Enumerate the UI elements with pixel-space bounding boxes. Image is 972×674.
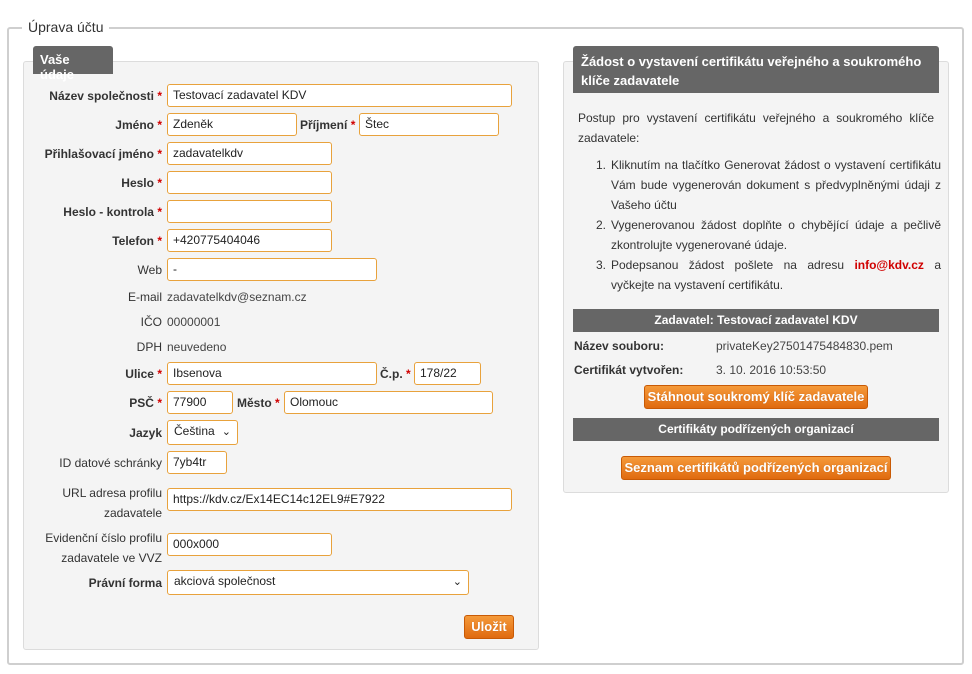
subordinate-bar: Certifikáty podřízených organizací <box>573 418 939 441</box>
password-label: Heslo * <box>121 176 162 190</box>
chevron-down-icon: ⌄ <box>221 426 231 438</box>
databox-input[interactable]: 7yb4tr <box>167 451 227 474</box>
zadavatel-bar: Zadavatel: Testovací zadavatel KDV <box>573 309 939 332</box>
certificate-title: Žádost o vystavení certifikátu veřejného a soukromého klíče zadavatele <box>573 46 939 93</box>
surname-label: Příjmení * <box>300 118 356 132</box>
language-select-value: Čeština <box>174 424 215 438</box>
cp-input[interactable]: 178/22 <box>414 362 481 385</box>
legal-form-select-value: akciová společnost <box>174 574 276 588</box>
subordinate-list-button[interactable]: Seznam certifikátů podřízených organizací <box>621 456 891 480</box>
certificate-steps <box>596 155 941 295</box>
your-details-title: Vaše údaje <box>33 46 113 74</box>
email-label: E-mail <box>127 290 162 304</box>
email-value: zadavatelkdv@seznam.cz <box>167 290 307 304</box>
language-select[interactable] <box>167 420 238 445</box>
psc-label: PSČ * <box>129 396 162 410</box>
password-check-label: Heslo - kontrola * <box>63 205 162 219</box>
city-input[interactable]: Olomouc <box>284 391 493 414</box>
download-key-button[interactable]: Stáhnout soukromý klíč zadavatele <box>644 385 868 409</box>
dph-value: neuvedeno <box>167 340 227 354</box>
login-input[interactable]: zadavatelkdv <box>167 142 332 165</box>
ico-value: 00000001 <box>167 315 221 329</box>
phone-label: Telefon * <box>112 234 162 248</box>
login-label: Přihlašovací jméno * <box>44 147 162 161</box>
psc-input[interactable]: 77900 <box>167 391 233 414</box>
surname-input[interactable]: Štec <box>359 113 499 136</box>
list-item: 1. Kliknutím na tlačítko Generovat žádost o vystavení certifikátu Vám bude vygenerován dokument s předvyplněnými údaji z Vašeho účtu <box>596 158 941 212</box>
city-label: Město * <box>237 396 280 410</box>
evid-label: Evidenční číslo profilu zadavatele ve VVZ <box>45 531 162 565</box>
fieldset-legend: Úprava účtu <box>22 18 109 36</box>
url-input[interactable]: https://kdv.cz/Ex14EC14c12EL9#E7922 <box>167 488 512 511</box>
firstname-input[interactable]: Zdeněk <box>167 113 297 136</box>
save-button[interactable]: Uložit <box>464 615 514 639</box>
cp-label: Č.p. * <box>380 367 411 381</box>
created-label: Certifikát vytvořen: <box>574 363 684 377</box>
list-item: 3. Podepsanou žádost pošlete na adresu info@kdv.cz a vyčkejte na vystavení certifikátu. <box>596 258 941 292</box>
created-value: 3. 10. 2016 10:53:50 <box>716 363 827 377</box>
dph-label: DPH <box>136 340 162 354</box>
databox-label: ID datové schránky <box>59 456 162 470</box>
list-item: 2. Vygenerovanou žádost doplňte o chybějící údaje a pečlivě zkontrolujte vygenerované údaje. <box>596 218 941 252</box>
evid-input[interactable]: 000x000 <box>167 533 332 556</box>
file-label: Název souboru: <box>574 339 665 353</box>
company-input[interactable]: Testovací zadavatel KDV <box>167 84 512 107</box>
web-input[interactable]: - <box>167 258 377 281</box>
web-label: Web <box>137 263 162 277</box>
language-label: Jazyk <box>129 426 162 440</box>
password-input[interactable] <box>167 171 332 194</box>
file-value: privateKey27501475484830.pem <box>716 339 893 353</box>
legal-form-label: Právní forma <box>88 576 162 590</box>
email-link[interactable]: info@kdv.cz <box>854 258 924 272</box>
company-label: Název společnosti * <box>49 89 162 103</box>
firstname-label: Jméno * <box>115 118 162 132</box>
ico-label: IČO <box>140 315 162 329</box>
certificate-intro: Postup pro vystavení certifikátu veřejného a soukromého klíče zadavatele: <box>578 111 934 145</box>
street-input[interactable]: Ibsenova <box>167 362 377 385</box>
phone-input[interactable]: +420775404046 <box>167 229 332 252</box>
street-label: Ulice * <box>125 367 162 381</box>
password-check-input[interactable] <box>167 200 332 223</box>
legal-form-select[interactable] <box>167 570 469 595</box>
url-label: URL adresa profilu zadavatele <box>62 486 162 520</box>
chevron-down-icon: ⌄ <box>452 576 462 588</box>
